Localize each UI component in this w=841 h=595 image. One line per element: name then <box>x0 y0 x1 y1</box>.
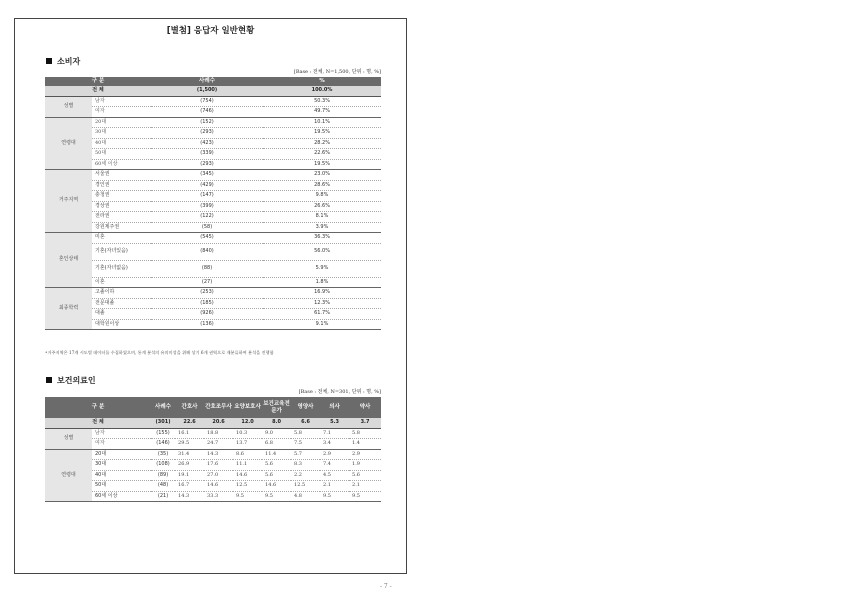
row-label: 50대 <box>92 149 151 160</box>
row-label: 40대 <box>92 470 151 481</box>
row-count: (27) <box>151 277 263 288</box>
row-value: 5.6 <box>262 460 291 471</box>
col-header-5: 보건교육전문가 <box>262 397 291 418</box>
table-row <box>45 222 381 233</box>
row-label: 고졸이하 <box>92 288 151 299</box>
row-count: (185) <box>151 298 263 309</box>
col-header-4: 요양보호사 <box>233 397 262 418</box>
total-count: (1,500) <box>151 86 263 96</box>
table-row <box>45 117 381 128</box>
row-value: 14.6 <box>262 481 291 492</box>
row-value: 5.7 <box>291 449 320 460</box>
row-category: 거주지역 <box>45 170 92 233</box>
table-row <box>45 428 381 439</box>
row-label: 40대 <box>92 138 151 149</box>
row-value: 24.7 <box>204 439 233 450</box>
row-value: 8.6 <box>233 449 262 460</box>
table-row <box>45 233 381 244</box>
row-category: 최종학력 <box>45 288 92 330</box>
consumer-table <box>45 77 381 330</box>
square-bullet-icon <box>46 58 52 64</box>
row-value: 14.6 <box>233 470 262 481</box>
row-label: 경인권 <box>92 180 151 191</box>
row-category: 성별 <box>45 428 92 449</box>
total-value: 8.0 <box>262 418 291 428</box>
total-row <box>45 418 381 428</box>
row-pct: 49.7% <box>263 107 381 118</box>
table-row <box>45 212 381 223</box>
row-pct: 28.2% <box>263 138 381 149</box>
row-value: 5.6 <box>262 470 291 481</box>
row-count: (122) <box>151 212 263 223</box>
row-count: (399) <box>151 201 263 212</box>
row-label: 20대 <box>92 117 151 128</box>
total-label: 전 체 <box>45 86 151 96</box>
row-count: (545) <box>151 233 263 244</box>
row-count: (429) <box>151 180 263 191</box>
row-label: 남자 <box>92 96 151 107</box>
row-value: 5.8 <box>349 428 381 439</box>
row-label: 20대 <box>92 449 151 460</box>
total-label: 전 체 <box>45 418 151 428</box>
row-label: 전문대졸 <box>92 298 151 309</box>
row-value: 11.1 <box>233 460 262 471</box>
row-pct: 36.3% <box>263 233 381 244</box>
row-count: (926) <box>151 309 263 320</box>
table-row <box>45 260 381 277</box>
row-count: (152) <box>151 117 263 128</box>
row-value: 12.5 <box>291 481 320 492</box>
row-value: 6.8 <box>262 439 291 450</box>
table-row <box>45 128 381 139</box>
table-row <box>45 96 381 107</box>
row-pct: 3.9% <box>263 222 381 233</box>
row-pct: 19.5% <box>263 159 381 170</box>
section-consumer-heading: 소비자 <box>46 56 80 67</box>
row-count: (423) <box>151 138 263 149</box>
row-value: 12.5 <box>233 481 262 492</box>
table-row <box>45 107 381 118</box>
col-header-8: 약사 <box>349 397 381 418</box>
row-count: (147) <box>151 191 263 202</box>
table-row <box>45 243 381 260</box>
row-value: 9.5 <box>233 491 262 502</box>
row-label: 여자 <box>92 107 151 118</box>
row-count: (58) <box>151 222 263 233</box>
col-header-category: 구 분 <box>45 77 151 86</box>
row-count: (21) <box>151 491 175 502</box>
row-label: 대학원이상 <box>92 319 151 330</box>
row-count: (48) <box>151 481 175 492</box>
table-row <box>45 470 381 481</box>
row-pct: 56.0% <box>263 243 381 260</box>
row-pct: 61.7% <box>263 309 381 320</box>
row-pct: 19.5% <box>263 128 381 139</box>
row-value: 29.5 <box>175 439 204 450</box>
row-value: 13.7 <box>233 439 262 450</box>
total-value: 22.6 <box>175 418 204 428</box>
row-pct: 16.9% <box>263 288 381 299</box>
table-row <box>45 298 381 309</box>
table-row <box>45 180 381 191</box>
row-label: 여자 <box>92 439 151 450</box>
row-label: 경상권 <box>92 201 151 212</box>
row-value: 2.2 <box>291 470 320 481</box>
row-count: (146) <box>151 439 175 450</box>
row-count: (293) <box>151 159 263 170</box>
row-count: (840) <box>151 243 263 260</box>
row-category: 연령대 <box>45 449 92 502</box>
table-row <box>45 170 381 181</box>
row-pct: 10.1% <box>263 117 381 128</box>
row-pct: 50.3% <box>263 96 381 107</box>
row-label: 남자 <box>92 428 151 439</box>
row-count: (108) <box>151 460 175 471</box>
row-count: (155) <box>151 428 175 439</box>
col-header-count: 사례수 <box>151 77 263 86</box>
row-pct: 23.0% <box>263 170 381 181</box>
row-value: 14.3 <box>204 449 233 460</box>
table-row <box>45 319 381 330</box>
total-count: (301) <box>151 418 175 428</box>
table-row <box>45 491 381 502</box>
table-row <box>45 277 381 288</box>
row-value: 2.1 <box>320 481 349 492</box>
table-row <box>45 201 381 212</box>
col-header-6: 영양사 <box>291 397 320 418</box>
row-pct: 12.3% <box>263 298 381 309</box>
row-value: 4.8 <box>291 491 320 502</box>
total-value: 3.7 <box>349 418 381 428</box>
total-value: 5.3 <box>320 418 349 428</box>
row-label: 기혼(자녀있음) <box>92 243 151 260</box>
table-row <box>45 191 381 202</box>
row-count: (754) <box>151 96 263 107</box>
page-number: - 7 - <box>380 583 392 590</box>
total-value: 6.6 <box>291 418 320 428</box>
row-label: 전라권 <box>92 212 151 223</box>
row-value: 7.5 <box>291 439 320 450</box>
row-category: 연령대 <box>45 117 92 170</box>
row-value: 10.3 <box>233 428 262 439</box>
table-row <box>45 288 381 299</box>
row-value: 9.5 <box>320 491 349 502</box>
row-value: 14.6 <box>204 481 233 492</box>
row-value: 9.5 <box>262 491 291 502</box>
row-category: 혼인상태 <box>45 233 92 288</box>
row-value: 18.8 <box>204 428 233 439</box>
row-label: 서울권 <box>92 170 151 181</box>
row-value: 7.1 <box>320 428 349 439</box>
consumer-base-note: [Base : 전체, N=1,500, 단위 : 명, %] <box>293 69 381 75</box>
col-header-1: 사례수 <box>151 397 175 418</box>
row-pct: 1.8% <box>263 277 381 288</box>
row-value: 33.3 <box>204 491 233 502</box>
total-pct: 100.0% <box>263 86 381 96</box>
total-value: 20.6 <box>204 418 233 428</box>
row-count: (253) <box>151 288 263 299</box>
col-header-category: 구 분 <box>45 397 151 418</box>
table-row <box>45 309 381 320</box>
table-row <box>45 481 381 492</box>
row-label: 60세 이상 <box>92 159 151 170</box>
row-value: 5.6 <box>349 470 381 481</box>
table-header-row <box>45 397 381 418</box>
row-value: 26.9 <box>175 460 204 471</box>
square-bullet-icon <box>46 377 52 383</box>
table-row <box>45 149 381 160</box>
row-label: 이혼 <box>92 277 151 288</box>
row-value: 9.0 <box>262 428 291 439</box>
row-value: 31.4 <box>175 449 204 460</box>
total-row <box>45 86 381 96</box>
table-row <box>45 138 381 149</box>
row-value: 8.3 <box>291 460 320 471</box>
row-label: 대졸 <box>92 309 151 320</box>
row-label: 충청권 <box>92 191 151 202</box>
row-pct: 28.6% <box>263 180 381 191</box>
total-value: 12.0 <box>233 418 262 428</box>
table-row <box>45 439 381 450</box>
row-value: 11.4 <box>262 449 291 460</box>
section-health-heading: 보건의료인 <box>46 375 96 386</box>
row-count: (35) <box>151 449 175 460</box>
col-header-2: 간호사 <box>175 397 204 418</box>
row-value: 27.0 <box>204 470 233 481</box>
row-count: (339) <box>151 149 263 160</box>
row-label: 기혼(자녀없음) <box>92 260 151 277</box>
row-label: 30대 <box>92 128 151 139</box>
footnote: •거주지역은 17개 시도별 데이터를 수집하였으며, 통계 분석의 유의미성을 위해 상기 6개 권역으로 재분류하여 분석을 진행함 <box>45 350 274 355</box>
row-value: 16.1 <box>175 428 204 439</box>
row-label: 50대 <box>92 481 151 492</box>
row-value: 16.7 <box>175 481 204 492</box>
row-value: 19.1 <box>175 470 204 481</box>
row-label: 30대 <box>92 460 151 471</box>
row-value: 9.5 <box>349 491 381 502</box>
row-label: 60세 이상 <box>92 491 151 502</box>
col-header-pct: % <box>263 77 381 86</box>
row-count: (345) <box>151 170 263 181</box>
table-row <box>45 159 381 170</box>
health-base-note: [Base : 전체, N=301, 단위 : 명, %] <box>298 389 381 395</box>
row-value: 17.6 <box>204 460 233 471</box>
col-header-7: 의사 <box>320 397 349 418</box>
health-table <box>45 397 381 502</box>
row-pct: 22.6% <box>263 149 381 160</box>
row-count: (746) <box>151 107 263 118</box>
row-count: (88) <box>151 260 263 277</box>
table-row <box>45 449 381 460</box>
row-label: 강원제주권 <box>92 222 151 233</box>
page-title: [별첨] 응답자 일반현황 <box>166 26 255 36</box>
row-value: 3.4 <box>320 439 349 450</box>
table-row <box>45 460 381 471</box>
row-pct: 8.1% <box>263 212 381 223</box>
row-value: 4.5 <box>320 470 349 481</box>
row-category: 성별 <box>45 96 92 117</box>
row-value: 14.3 <box>175 491 204 502</box>
row-pct: 26.6% <box>263 201 381 212</box>
row-pct: 9.8% <box>263 191 381 202</box>
row-value: 1.4 <box>349 439 381 450</box>
row-count: (136) <box>151 319 263 330</box>
row-value: 2.9 <box>349 449 381 460</box>
row-count: (89) <box>151 470 175 481</box>
row-value: 2.1 <box>349 481 381 492</box>
row-label: 미혼 <box>92 233 151 244</box>
row-value: 5.8 <box>291 428 320 439</box>
row-pct: 5.9% <box>263 260 381 277</box>
table-header-row <box>45 77 381 86</box>
row-pct: 9.1% <box>263 319 381 330</box>
row-value: 1.9 <box>349 460 381 471</box>
row-count: (293) <box>151 128 263 139</box>
row-value: 7.4 <box>320 460 349 471</box>
row-value: 2.9 <box>320 449 349 460</box>
col-header-3: 간호조무사 <box>204 397 233 418</box>
